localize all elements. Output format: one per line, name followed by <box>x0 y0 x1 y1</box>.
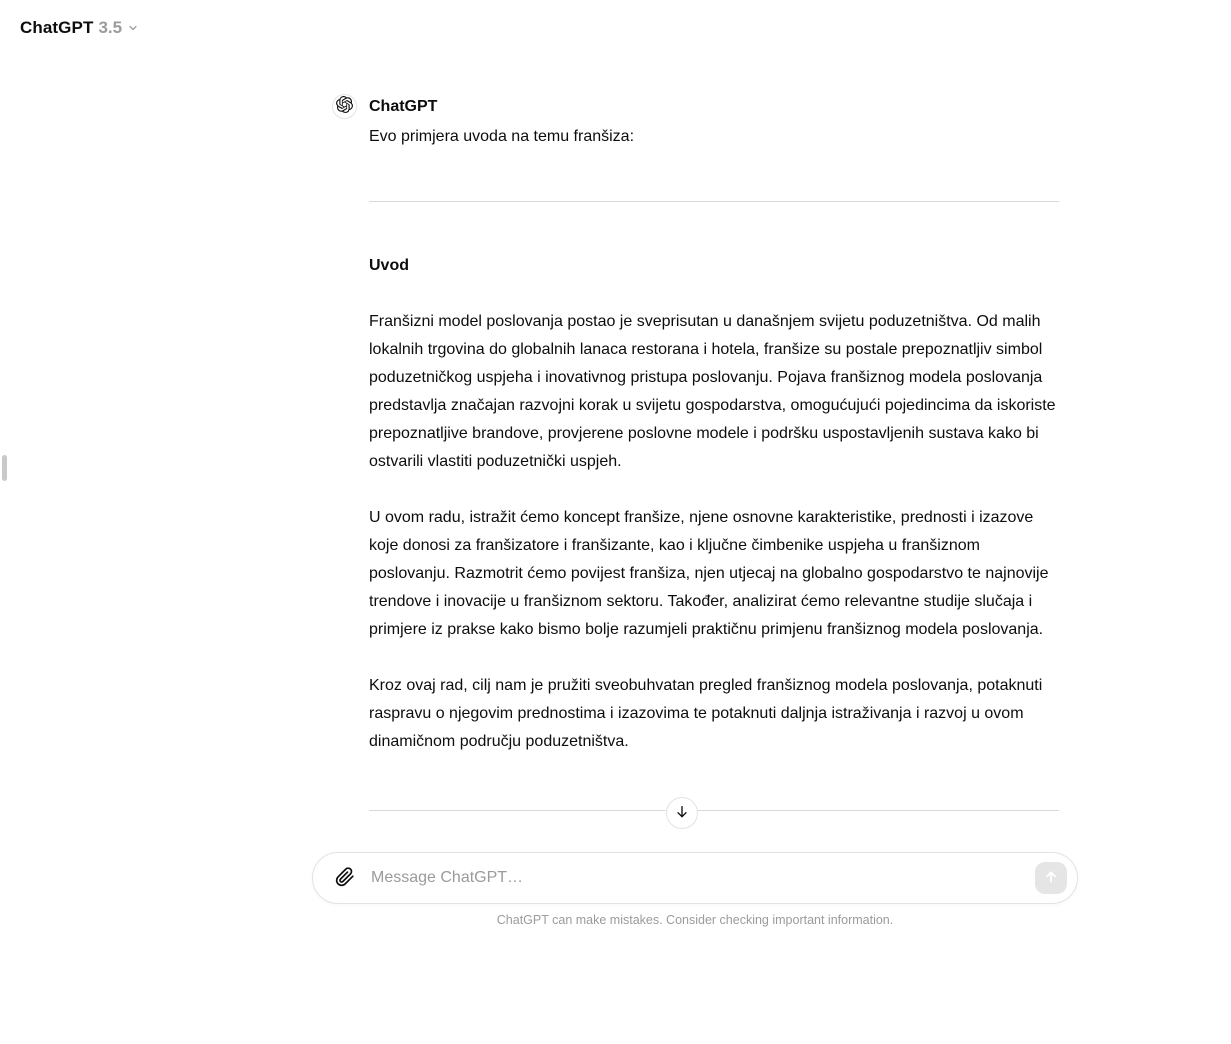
section-heading: Uvod <box>369 257 409 274</box>
model-switcher-button[interactable] <box>14 14 145 42</box>
assistant-message <box>332 94 1059 891</box>
scroll-to-bottom-button[interactable] <box>666 797 698 829</box>
openai-logo-icon <box>336 96 353 118</box>
avatar-column <box>332 94 369 891</box>
paragraph-1: Franšizni model poslovanja postao je sveprisutan u današnjem svijetu poduzetništva. Od malih lokalnih trgovina do globalnih lanaca restorana i hotela, franšize su postale prepoznatljiv simbol poduzetničkog uspjeha i inovativnog pristupa poslovanju. Pojava franšiznog modela poslovanja predstavlja značajan razvojni korak u svijetu gospodarstva, omogućujući pojedincima da iskoriste prepoznatljive brandove, provjerene poslovne modele i podršku uspostavljenih sustava kako bi ostvarili vlastiti poduzetnički uspjeh. <box>369 313 1056 470</box>
conversation <box>332 94 1059 891</box>
divider <box>369 201 1059 202</box>
assistant-avatar <box>332 94 357 119</box>
message-author: ChatGPT <box>369 98 438 115</box>
divider <box>369 810 1059 811</box>
sidebar-toggle-handle[interactable] <box>2 455 7 481</box>
arrow-up-icon <box>1043 869 1059 888</box>
chevron-down-icon <box>127 22 139 37</box>
model-version: 3.5 <box>98 18 123 37</box>
brand-name: ChatGPT <box>20 18 94 37</box>
top-bar <box>14 14 145 42</box>
message-body <box>369 94 1059 891</box>
message-input[interactable] <box>359 869 1035 887</box>
disclaimer-text: ChatGPT can make mistakes. Consider checking important information. <box>496 913 894 927</box>
send-button[interactable] <box>1035 862 1067 894</box>
paragraph-3: Kroz ovaj rad, cilj nam je pružiti sveobuhvatan pregled franšiznog modela poslovanja, potaknuti raspravu o njegovim prednostima i izazovima te potaknuti daljnja istraživanja i razvoj u ovom dinamičnom području poduzetništva. <box>369 677 1043 750</box>
message-composer <box>312 852 1078 904</box>
paragraph-2: U ovom radu, istražit ćemo koncept franšize, njene osnovne karakteristike, prednosti i izazove koje donosi za franšizatore i franšizante, kao i ključne čimbenike uspjeha u franšiznom poslovanju. Razmotrit ćemo povijest franšiza, njen utjecaj na globalno gospodarstvo te najnovije trendove i inovacije u franšiznom sektoru. Također, analizirat ćemo relevantne studije slučaja i primjere iz prakse kako bismo bolje razumjeli praktičnu primjenu franšiznog modela poslovanja. <box>369 509 1049 638</box>
arrow-down-icon <box>674 804 690 823</box>
message-intro: Evo primjera uvoda na temu franšiza: <box>369 128 635 145</box>
attach-file-button[interactable] <box>331 864 359 892</box>
paperclip-icon <box>335 867 355 890</box>
